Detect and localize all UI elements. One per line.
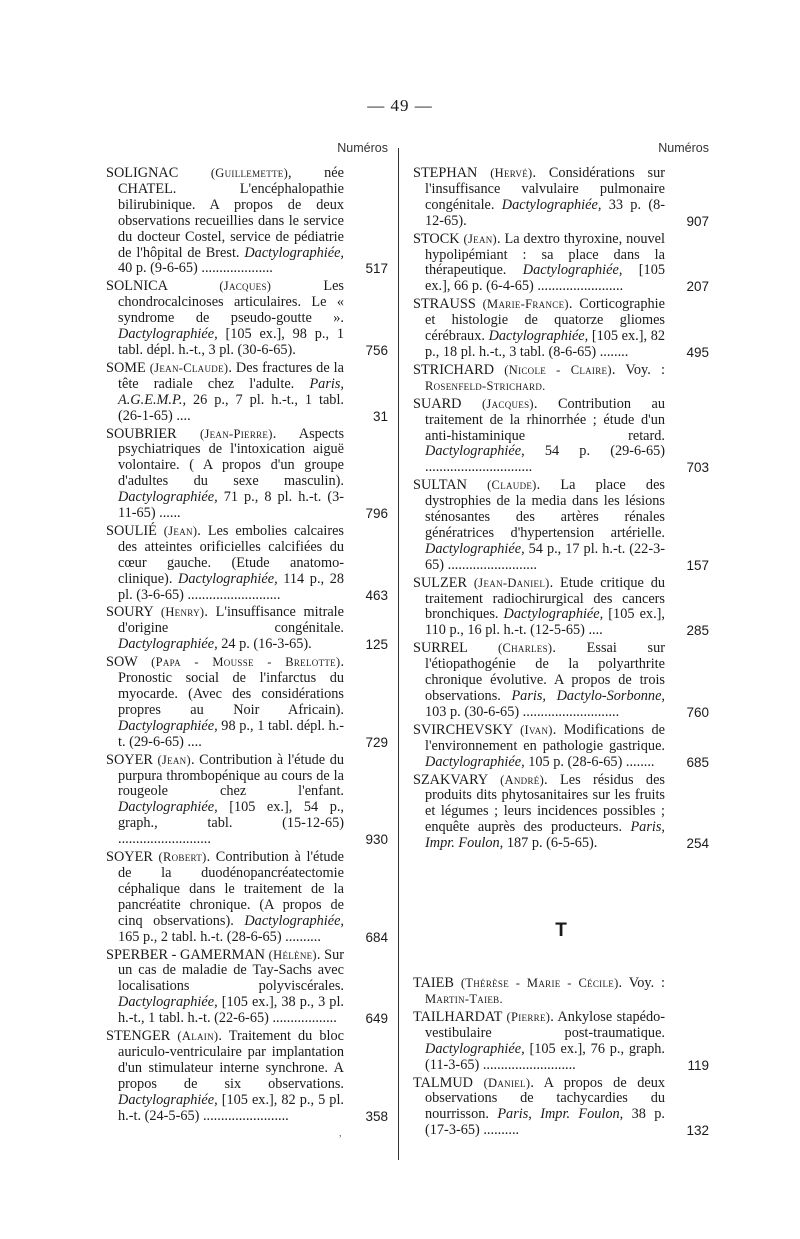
author-forename: (Henry)	[160, 605, 205, 620]
author-forename: (Jean)	[157, 752, 191, 767]
author-surname: SOLIGNAC	[106, 165, 179, 181]
author-surname: SZAKVARY	[413, 771, 488, 788]
bibliography-entry	[106, 753, 388, 848]
entry-text	[413, 397, 665, 477]
entry-number: 132	[686, 1123, 709, 1139]
collation: [105 ex.], 82 p., 18 pl. h.-t., 3 tabl. (8-6-65) ........	[425, 328, 665, 360]
collation: 40 p. (9-6-65) ....................	[118, 260, 273, 277]
entry-number: 517	[365, 261, 388, 277]
bibliography-entry	[106, 605, 388, 653]
bibliography-entry	[106, 524, 388, 604]
collation: 187 p. (6-5-65).	[503, 835, 598, 852]
author-forename: (Alain)	[177, 1029, 219, 1044]
publication: Dactylographiée,	[118, 489, 218, 506]
author-forename: (Ivan)	[520, 722, 553, 737]
publication: Dactylographiée,	[118, 799, 218, 816]
collation: [105 ex.], 66 p. (6-4-65) ........................	[425, 262, 665, 295]
entry-number: 760	[686, 704, 709, 720]
author-surname: SOUBRIER	[106, 425, 177, 442]
entry-text	[413, 232, 665, 296]
bibliography-entry	[413, 976, 709, 1008]
thesis-title: . Voy. :	[611, 361, 665, 378]
author-surname: SVIRCHEVSKY	[413, 721, 513, 738]
author-forename: (Marie-France)	[482, 297, 569, 312]
author-surname: STRAUSS	[413, 296, 476, 313]
entry-number: 729	[365, 734, 388, 750]
entry-number: 119	[687, 1057, 709, 1073]
thesis-title: . Des fractures de la tête radiale chez l'adulte.	[118, 359, 345, 392]
collation: 165 p., 2 tabl. h.-t. (28-6-65) ..........	[118, 928, 321, 945]
right-entry-list	[413, 166, 709, 1141]
publication: Dactylographiée,	[425, 1040, 525, 1057]
column-header-right: Numéros	[658, 141, 709, 155]
collation: 38 p. (17-3-65) ..........	[425, 1106, 665, 1139]
entry-text	[413, 641, 665, 721]
entry-number: 930	[365, 832, 388, 848]
thesis-title: . Les résidus des produits dits phytosanitaires sur les fruits et légumes ; leurs incidences possibles ; enquête auprès des producteurs.	[425, 771, 665, 836]
collation: [105 ex.], 98 p., 1 tabl. dépl. h.-t., 3 pl. (30-6-65).	[118, 326, 344, 358]
thesis-title: . A propos de deux observations de tachycardies du nourrisson.	[425, 1074, 665, 1123]
thesis-title: . La place des dystrophies de la media dans les lésions sténosantes des artères rénales génératrices d'hypertension artérielle.	[425, 477, 665, 541]
publication: Dactylographiée,	[244, 244, 344, 261]
publication: Dactylographiée,	[522, 262, 623, 279]
entry-number: 463	[365, 587, 388, 603]
author-forename: (Daniel)	[483, 1075, 531, 1090]
author-surname: TAILHARDAT	[413, 1008, 503, 1025]
thesis-title: . Les embolies calcaires des atteintes orificielles calcifiées du cœur gauche. (Etude anatomo-clinique).	[118, 522, 344, 587]
thesis-title: . Corticographie et histologie de quatorze gliomes cérébraux.	[425, 296, 665, 345]
entry-text	[106, 655, 344, 750]
entry-text	[413, 1010, 665, 1074]
bibliography-entry	[413, 397, 709, 477]
bibliography-entry	[413, 232, 709, 296]
entry-number: 685	[686, 754, 709, 770]
author-surname: SPERBER - GAMERMAN	[106, 946, 266, 963]
collation: 98 p., 1 tabl. dépl. h.-t. (29-6-65) ....	[118, 717, 344, 750]
entry-number: 125	[365, 637, 388, 653]
author-surname: STEPHAN	[413, 165, 478, 181]
author-forename: (Claude)	[487, 478, 537, 493]
publication: Dactylographiée,	[118, 636, 218, 653]
author-surname: SOURY	[106, 604, 154, 621]
entry-number: 684	[365, 929, 388, 945]
thesis-title: . Voy. :	[618, 975, 665, 992]
thesis-title: . Considérations sur l'insuffisance valvulaire pulmonaire congénitale.	[425, 165, 665, 213]
entry-text	[106, 1029, 344, 1124]
bibliography-entry	[106, 361, 388, 425]
bibliography-entry	[106, 427, 388, 522]
entry-text	[106, 427, 344, 522]
thesis-title: . Traitement du bloc auriculo-ventriculaire par implantation d'un stimulateur interne synchrone. A propos de six observations.	[118, 1028, 344, 1092]
bibliography-entry	[413, 773, 709, 853]
entry-text	[106, 361, 344, 425]
collation: [105 ex.], 54 p., graph., tabl. (15-12-65) ..........................	[118, 799, 344, 848]
thesis-title: , née CHATEL. L'encéphalopathie bilirubinique. A propos de deux observations recueillies dans le service du docteur Costel, service de pédiatrie de l'hôpital de Brest.	[118, 165, 344, 261]
thesis-title: . Contribution à l'étude de la duodénopancréatectomie céphalique dans le traitement de la pancréatite chronique. (A propos de cinq observations).	[118, 849, 345, 929]
author-forename: (Jean-Daniel)	[473, 575, 550, 590]
author-surname: STRICHARD	[413, 361, 495, 378]
author-forename: (Jean-Pierre)	[199, 426, 273, 441]
collation: 26 p., 7 pl. h.-t., 1 tabl. (26-1-65) ....	[118, 391, 344, 424]
author-forename: (Charles)	[498, 641, 553, 656]
entry-number: 254	[686, 836, 709, 852]
thesis-title: . L'insuffisance mitrale d'origine congénitale.	[118, 604, 345, 637]
author-forename: (André)	[500, 772, 545, 787]
author-surname: SOLNICA	[106, 278, 168, 295]
entry-text	[106, 279, 344, 359]
thesis-title: . Modifications de l'environnement en pathologie gastrique.	[425, 721, 666, 754]
entry-text	[106, 850, 344, 945]
bibliography-entry	[106, 166, 388, 277]
author-forename: (Hervé)	[490, 166, 533, 180]
publication: Paris, A.G.E.M.P.,	[118, 375, 344, 408]
author-forename: (Jacques)	[481, 396, 534, 411]
thesis-title: . Sur un cas de maladie de Tay-Sachs avec localisations polyviscérales.	[118, 946, 344, 995]
left-entry-list	[106, 166, 388, 1126]
publication: Paris, Dactylo-Sorbonne,	[511, 688, 665, 704]
author-forename: (Jean-Claude)	[149, 360, 229, 375]
entry-text	[106, 166, 344, 277]
entry-text	[413, 297, 665, 361]
author-surname: TALMUD	[413, 1074, 474, 1091]
entry-number: 649	[365, 1011, 388, 1027]
publication: Dactylographiée,	[118, 994, 218, 1011]
bibliography-entry	[413, 1010, 709, 1074]
collation: [105 ex.], 110 p., 16 pl. h.-t. (12-5-65) ....	[425, 606, 665, 639]
publication: Dactylographiée,	[425, 540, 525, 557]
author-surname: SOYER	[106, 751, 153, 768]
collation: [105 ex.], 76 p., graph. (11-3-65) ..........................	[425, 1040, 665, 1073]
author-forename: (Thérèse - Marie - Cécile)	[460, 976, 619, 991]
publication: Dactylographiée,	[118, 717, 218, 734]
entry-text	[413, 1076, 665, 1140]
bibliography-entry	[413, 166, 709, 230]
entry-number: 756	[365, 342, 388, 358]
section-letter-t: T	[555, 920, 567, 942]
author-forename: (Hélène)	[268, 947, 317, 962]
column-header-left: Numéros	[337, 141, 388, 155]
entry-text	[413, 478, 665, 573]
thesis-title: . Contribution à l'étude du purpura thrombopénique au cours de la rougeole chez l'enfant.	[118, 751, 344, 800]
thesis-title: . Etude critique du traitement radiochirurgical des cancers bronchiques.	[425, 574, 665, 623]
collation: 114 p., 28 pl. (3-6-65) ..........................	[118, 570, 344, 603]
bibliography-entry	[106, 850, 388, 945]
entry-text	[413, 723, 665, 771]
entry-text	[413, 976, 665, 1008]
collation: [105 ex.], 82 p., 5 pl. h.-t. (24-5-65) ........................	[118, 1091, 344, 1124]
author-surname: STOCK	[413, 230, 460, 247]
entry-number: 207	[686, 279, 709, 295]
publication: Paris, Impr. Foulon,	[497, 1106, 624, 1123]
thesis-title: . Pronostic social de l'infarctus du myocarde. (Avec des considérations propres au Noir Africain).	[118, 654, 345, 718]
entry-number: 796	[365, 506, 388, 522]
collation: 103 p. (30-6-65) ...........................	[425, 703, 620, 720]
collation: 71 p., 8 pl. h.-t. (3-11-65) ......	[118, 489, 344, 522]
author-surname: SUARD	[413, 395, 462, 412]
thesis-title: . Contribution au traitement de la rhinorrhée ; étude d'un anti-histaminique retard.	[425, 395, 666, 444]
author-surname: SURREL	[413, 640, 468, 657]
publication: Dactylographiée,	[425, 753, 525, 770]
thesis-title: . Aspects psychiatriques de l'intoxication aiguë volontaire. ( A propos d'un groupe d'adultes du sexe masculin).	[118, 425, 345, 490]
publication: Dactylographiée,	[488, 328, 589, 345]
thesis-title: . Essai sur l'étiopathogénie de la polyarthrite chronique évolutive. A propos de trois observations.	[425, 640, 665, 704]
author-forename: (Robert)	[158, 850, 207, 865]
author-surname: SULTAN	[413, 477, 467, 494]
entry-text	[413, 166, 665, 230]
column-divider	[398, 148, 399, 1160]
entry-text	[413, 576, 665, 640]
author-forename: (Pierre)	[506, 1009, 551, 1024]
author-forename: (Jacques)	[219, 279, 272, 294]
page-number: — 49 —	[367, 96, 433, 115]
entry-text	[106, 605, 344, 653]
author-forename: (Jean)	[163, 523, 198, 538]
entry-number: 157	[686, 557, 709, 573]
collation: 24 p. (16-3-65).	[217, 636, 312, 653]
author-forename: (Nicole - Claire)	[504, 362, 612, 377]
entry-text	[106, 524, 344, 604]
collation: [105 ex.], 38 p., 3 pl. h.-t., 1 tabl. h.-t. (22-6-65) ..................	[118, 994, 344, 1027]
author-surname: SOYER	[106, 849, 153, 866]
thesis-title: Les chondrocalcinoses articulaires. Le « syndrome de pseudo-goutte ».	[118, 278, 344, 327]
bibliography-entry	[413, 478, 709, 573]
author-forename: (Papa - Mousse - Brelotte)	[151, 655, 341, 670]
publication: Dactylographiée,	[425, 443, 525, 460]
author-surname: SOULIÉ	[106, 522, 157, 539]
entry-number: 31	[372, 408, 388, 424]
publication: Dactylographiée,	[244, 912, 344, 929]
entry-text	[106, 753, 344, 848]
bibliography-entry	[413, 576, 709, 640]
entry-number: 703	[686, 460, 709, 476]
author-surname: STENGER	[106, 1028, 171, 1045]
collation: 54 p., 17 pl. h.-t. (22-3-65) .........................	[425, 540, 665, 573]
author-surname: TAIEB	[413, 975, 454, 992]
see-reference: Rosenfeld-Strichard.	[425, 378, 546, 393]
entry-number: 907	[686, 213, 709, 229]
see-reference: Martin-Taieb.	[425, 991, 503, 1006]
bibliography-entry	[413, 641, 709, 721]
entry-number: 495	[686, 344, 709, 360]
publication: Dactylographiée,	[503, 606, 604, 623]
bibliography-entry	[106, 948, 388, 1028]
entry-text	[413, 363, 665, 395]
bibliography-entry	[413, 1076, 709, 1140]
entry-text	[106, 948, 344, 1028]
publication: Dactylographiée,	[501, 196, 602, 213]
entry-text	[413, 773, 665, 853]
publication: Dactylographiée,	[118, 326, 218, 343]
bibliography-entry	[413, 297, 709, 361]
collation: 54 p. (29-6-65) ..............................	[425, 443, 665, 476]
author-forename: (Guillemette)	[210, 166, 289, 180]
author-surname: SOW	[106, 654, 138, 671]
collation: 105 p. (28-6-65) ........	[524, 753, 655, 770]
bibliography-entry	[413, 723, 709, 771]
publication: Paris, Impr. Foulon,	[425, 819, 665, 852]
bibliography-entry	[413, 363, 709, 395]
entry-number: 285	[686, 623, 709, 639]
thesis-title: . Ankylose stapédo-vestibulaire post-traumatique.	[425, 1008, 666, 1041]
bibliography-entry	[106, 655, 388, 750]
print-mark: ,	[339, 1128, 342, 1139]
author-forename: (Jean)	[463, 231, 498, 246]
thesis-title: . La dextro thyroxine, nouvel hypolipémiant : sa place dans la thérapeutique.	[425, 230, 665, 279]
publication: Dactylographiée,	[118, 1091, 218, 1108]
author-surname: SOME	[106, 359, 146, 376]
bibliography-entry	[106, 279, 388, 359]
publication: Dactylographiée,	[178, 570, 278, 587]
collation: 33 p. (8-12-65).	[425, 196, 665, 229]
bibliography-entry	[106, 1029, 388, 1124]
author-surname: SULZER	[413, 574, 468, 591]
entry-number: 358	[365, 1108, 388, 1124]
